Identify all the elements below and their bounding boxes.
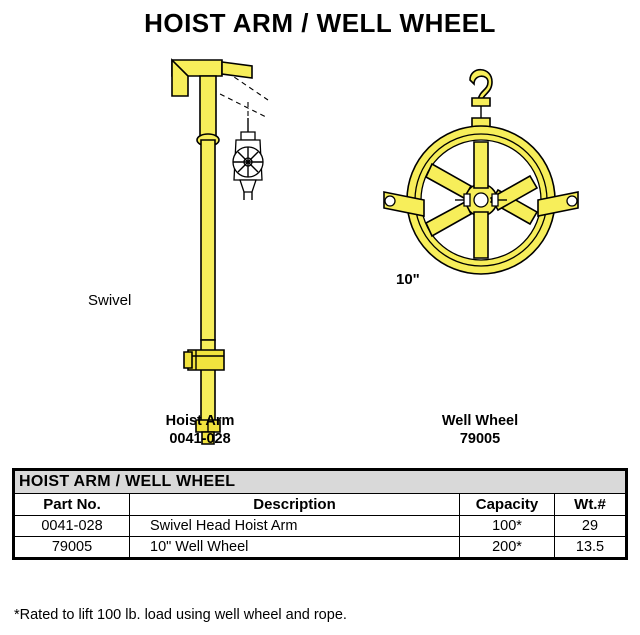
hoist-arm-drawing [172,60,268,444]
spec-table-container [12,468,628,560]
swivel-label: Swivel [88,292,132,309]
cell-weight: 13.5 [555,537,626,558]
caption-hoist-arm [110,412,290,448]
cell-capacity: 100* [460,516,555,537]
small-pulley [233,118,263,200]
page-title: HOIST ARM / WELL WHEEL [144,8,496,38]
caption-hoist-arm-part: 0041-028 [169,431,231,447]
cell-capacity: 200* [460,537,555,558]
well-wheel-drawing [384,70,578,274]
table-band-row [15,471,626,494]
cell-description: 10" Well Wheel [130,537,460,558]
column-header-capacity: Capacity [460,494,555,516]
spec-table [14,470,626,558]
illustration-svg [0,40,640,460]
table-row [15,537,626,558]
caption-hoist-arm-name: Hoist Arm [165,413,235,429]
wheel-size-label: 10" [396,271,420,288]
product-illustrations [0,40,640,460]
footnote: *Rated to lift 100 lb. load using well wheel and rope. [14,607,347,623]
column-header-part-no: Part No. [15,494,130,516]
table-header-row [15,494,626,516]
column-header-description: Description [130,494,460,516]
cell-part-no: 79005 [15,537,130,558]
cell-weight: 29 [555,516,626,537]
table-row [15,516,626,537]
cell-part-no: 0041-028 [15,516,130,537]
caption-well-wheel [390,412,570,448]
cell-description: Swivel Head Hoist Arm [130,516,460,537]
table-band-title: HOIST ARM / WELL WHEEL [15,471,626,494]
caption-well-wheel-name: Well Wheel [441,413,519,429]
caption-well-wheel-part: 79005 [459,431,501,447]
column-header-weight: Wt.# [555,494,626,516]
